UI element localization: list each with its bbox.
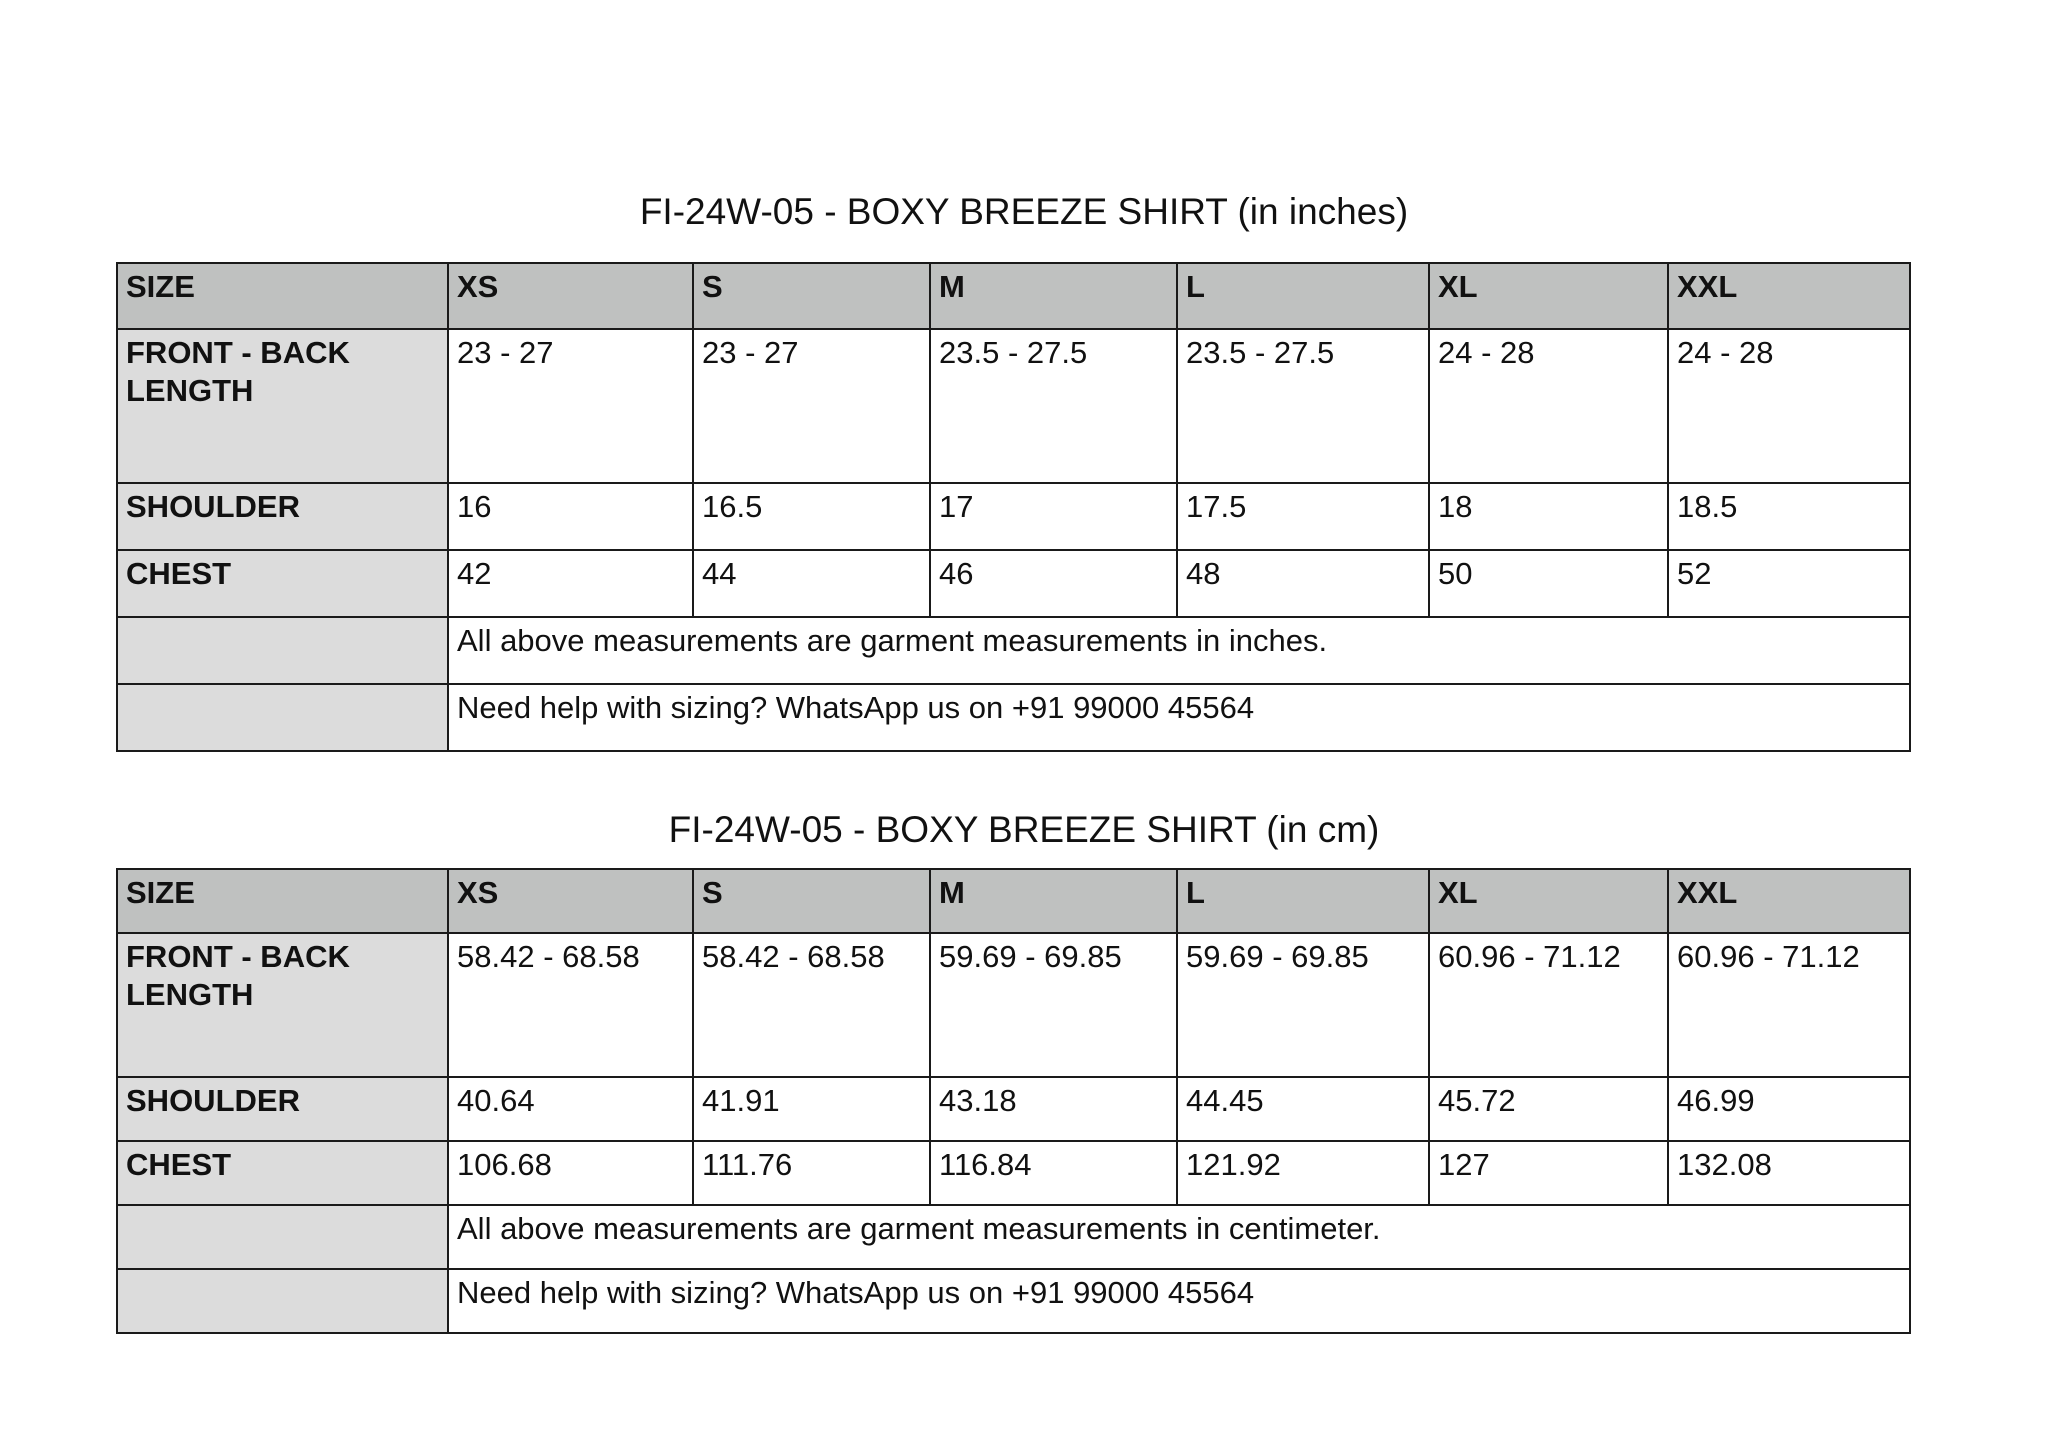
table-cell: 43.18 xyxy=(930,1077,1177,1141)
measurement-note: All above measurements are garment measurements in inches. xyxy=(448,617,1910,684)
table-row-length xyxy=(117,933,1910,1077)
header-cell-size: SIZE xyxy=(117,263,448,329)
table-cell: 18.5 xyxy=(1668,483,1910,550)
header-cell-l: L xyxy=(1177,869,1429,933)
header-cell-xs: XS xyxy=(448,263,693,329)
row-label-length: FRONT - BACK LENGTH xyxy=(117,329,448,483)
table-cell: 121.92 xyxy=(1177,1141,1429,1205)
table-cell: 23.5 - 27.5 xyxy=(930,329,1177,483)
table-cell: 23.5 - 27.5 xyxy=(1177,329,1429,483)
row-label-blank xyxy=(117,1269,448,1333)
table-cell: 132.08 xyxy=(1668,1141,1910,1205)
header-cell-s: S xyxy=(693,869,930,933)
table-cell: 46 xyxy=(930,550,1177,617)
header-cell-xxl: XXL xyxy=(1668,263,1910,329)
row-label-blank xyxy=(117,684,448,751)
header-cell-xxl: XXL xyxy=(1668,869,1910,933)
table-header-row xyxy=(117,869,1910,933)
table-cell: 46.99 xyxy=(1668,1077,1910,1141)
table-header-row xyxy=(117,263,1910,329)
table-cell: 42 xyxy=(448,550,693,617)
table-row-note xyxy=(117,1205,1910,1269)
table-row-shoulder xyxy=(117,483,1910,550)
table-cell: 41.91 xyxy=(693,1077,930,1141)
table-cell: 44.45 xyxy=(1177,1077,1429,1141)
table-row-shoulder xyxy=(117,1077,1910,1141)
row-label-shoulder: SHOULDER xyxy=(117,483,448,550)
table-cell: 50 xyxy=(1429,550,1668,617)
table-cell: 116.84 xyxy=(930,1141,1177,1205)
table-cell: 60.96 - 71.12 xyxy=(1668,933,1910,1077)
table-row-chest xyxy=(117,1141,1910,1205)
table-cell: 23 - 27 xyxy=(448,329,693,483)
sizing-help-text: Need help with sizing? WhatsApp us on +91 99000 45564 xyxy=(448,1269,1910,1333)
sizing-help-text: Need help with sizing? WhatsApp us on +91 99000 45564 xyxy=(448,684,1910,751)
row-label-chest: CHEST xyxy=(117,1141,448,1205)
header-cell-m: M xyxy=(930,869,1177,933)
row-label-length: FRONT - BACK LENGTH xyxy=(117,933,448,1077)
table-row-note xyxy=(117,617,1910,684)
table-cell: 58.42 - 68.58 xyxy=(448,933,693,1077)
table-cell: 16 xyxy=(448,483,693,550)
table-cell: 44 xyxy=(693,550,930,617)
table-cell: 58.42 - 68.58 xyxy=(693,933,930,1077)
table-cell: 17.5 xyxy=(1177,483,1429,550)
row-label-blank xyxy=(117,617,448,684)
table-cell: 16.5 xyxy=(693,483,930,550)
table-cell: 111.76 xyxy=(693,1141,930,1205)
row-label-shoulder: SHOULDER xyxy=(117,1077,448,1141)
table-row-length xyxy=(117,329,1910,483)
row-label-blank xyxy=(117,1205,448,1269)
table-cell: 24 - 28 xyxy=(1429,329,1668,483)
table-cell: 45.72 xyxy=(1429,1077,1668,1141)
table-cell: 52 xyxy=(1668,550,1910,617)
header-cell-xl: XL xyxy=(1429,869,1668,933)
header-cell-m: M xyxy=(930,263,1177,329)
table-cell: 24 - 28 xyxy=(1668,329,1910,483)
header-cell-xs: XS xyxy=(448,869,693,933)
table-cell: 40.64 xyxy=(448,1077,693,1141)
table-row-chest xyxy=(117,550,1910,617)
table-cell: 23 - 27 xyxy=(693,329,930,483)
row-label-chest: CHEST xyxy=(117,550,448,617)
table-row-help xyxy=(117,684,1910,751)
size-chart-table-cm xyxy=(116,868,1911,1334)
header-cell-size: SIZE xyxy=(117,869,448,933)
header-cell-xl: XL xyxy=(1429,263,1668,329)
measurement-note: All above measurements are garment measurements in centimeter. xyxy=(448,1205,1910,1269)
size-chart-title-inches: FI-24W-05 - BOXY BREEZE SHIRT (in inches) xyxy=(639,191,1409,232)
table-cell: 18 xyxy=(1429,483,1668,550)
table-cell: 127 xyxy=(1429,1141,1668,1205)
table-cell: 59.69 - 69.85 xyxy=(1177,933,1429,1077)
header-cell-s: S xyxy=(693,263,930,329)
header-cell-l: L xyxy=(1177,263,1429,329)
size-chart-title-cm: FI-24W-05 - BOXY BREEZE SHIRT (in cm) xyxy=(668,809,1380,850)
table-row-help xyxy=(117,1269,1910,1333)
table-cell: 17 xyxy=(930,483,1177,550)
table-cell: 106.68 xyxy=(448,1141,693,1205)
table-cell: 59.69 - 69.85 xyxy=(930,933,1177,1077)
table-cell: 60.96 - 71.12 xyxy=(1429,933,1668,1077)
table-cell: 48 xyxy=(1177,550,1429,617)
size-chart-table-inches xyxy=(116,262,1911,752)
